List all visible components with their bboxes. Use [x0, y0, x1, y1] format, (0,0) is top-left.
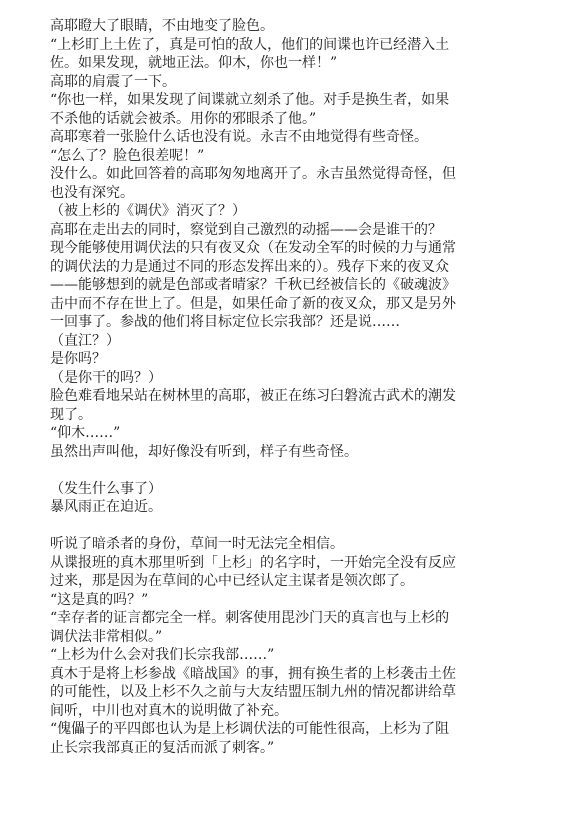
text-line: “上杉盯上土佐了，真是可怕的敌人，他们的间谍也许已经潜入土: [50, 36, 450, 53]
text-line: “仰木……”: [50, 425, 121, 441]
blank-line: [50, 461, 547, 480]
text-line: “你也一样，如果发现了间谍就立刻杀了他。对手是换生者，如果: [50, 92, 450, 108]
text-line: 从谍报班的真木那里听到「上杉」的名字时，一开始完全没有反应: [50, 554, 456, 571]
blank-line: [50, 517, 547, 536]
text-line: “幸存者的证言都完全一样。刺客使用毘沙门天的真言也与上杉的: [50, 610, 450, 626]
text-line: “上杉为什么会对我们长宗我部……”: [50, 647, 275, 663]
text-line: 高耶寒着一张脸什么话也没有说。永吉不由地觉得有些奇怪。: [50, 129, 428, 145]
text-line: 不杀他的话就会被杀。用你的邪眼杀了他。”: [50, 110, 317, 127]
text-line: 高耶在走出去的同时，察觉到自己激烈的动摇——会是谁干的？: [50, 221, 442, 238]
text-line: 的调伏法的力是通过不同的形态发挥出来的）。残存下来的夜叉众: [50, 258, 449, 275]
text-line: 高耶瞪大了眼睛，不由地变了脸色。: [50, 18, 274, 34]
text-line: 止长宗我部真正的复活而派了刺客。”: [50, 739, 275, 756]
text-line: 脸色难看地呆站在树林里的高耶，被正在练习臼磐流古武术的潮发: [50, 388, 456, 404]
text-line: “怎么了？脸色很差呢！”: [50, 147, 205, 164]
text-line: 现今能够使用调伏法的只有夜叉众（在发动全军的时候的力与通常: [50, 240, 456, 256]
text-line: 没什么。如此回答着的高耶匆匆地离开了。永吉虽然觉得奇怪，但: [50, 166, 456, 182]
text-line: （发生什么事了）: [50, 480, 162, 497]
text-line: “傀儡子的平四郎也认为是上杉调伏法的可能性很高，上杉为了阻: [50, 721, 450, 737]
text-line: 也没有深究。: [50, 184, 134, 201]
text-line: 虽然出声叫他，却好像没有听到，样子有些奇怪。: [50, 443, 358, 460]
text-line: 间听，中川也对真木的说明做了补充。: [50, 702, 288, 719]
text-line: 一回事了。参战的他们将目标定位长宗我部？还是说……: [50, 314, 400, 330]
text-line: 听说了暗杀者的身份，草间一时无法完全相信。: [50, 536, 344, 552]
text-line: 暴风雨正在迫近。: [50, 499, 162, 515]
text-line: （被上杉的《调伏》消灭了？）: [50, 203, 246, 219]
text-line: 佐。如果发现，就地正法。仰木，你也一样！”: [50, 55, 338, 71]
text-line: 击中而不存在世上了。但是，如果任命了新的夜叉众，那又是另外: [50, 295, 456, 312]
text-line: 是你吗？: [50, 351, 106, 367]
text-line: ——能够想到的就是色部或者晴家？千秋已经被信长的《破魂波》: [50, 277, 456, 293]
text-line: 的可能性，以及上杉不久之前与大友结盟压制九州的情况都讲给草: [50, 684, 456, 700]
text-line: （是你干的吗？）: [50, 369, 162, 386]
text-line: 真木于是将上杉参战《暗战国》的事，拥有换生者的上杉袭击土佐: [50, 665, 456, 682]
text-line: “这是真的吗？”: [50, 591, 149, 608]
text-line: 高耶的肩震了一下。: [50, 73, 176, 90]
text-line: 现了。: [50, 406, 92, 423]
text-line: （直江？）: [50, 332, 120, 349]
text-line: 调伏法非常相似。”: [50, 628, 163, 645]
text-line: 过来，那是因为在草间的心中已经认定主谋者是领次郎了。: [50, 573, 414, 589]
